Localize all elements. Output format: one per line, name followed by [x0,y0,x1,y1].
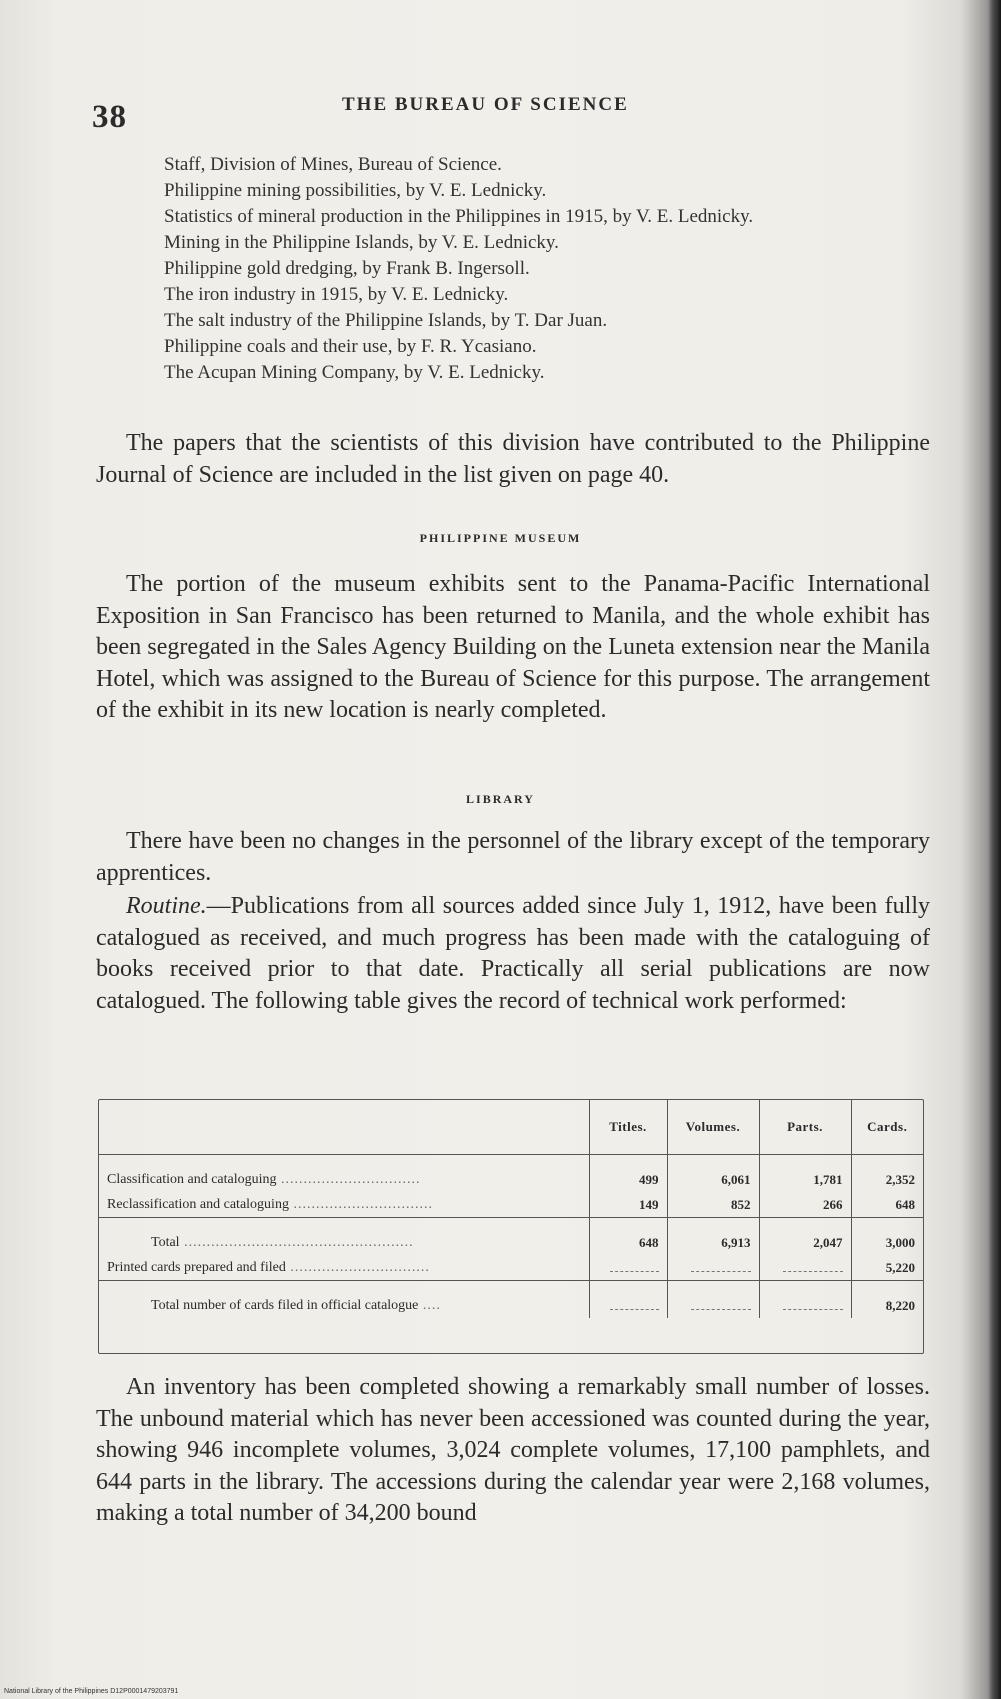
cell-parts [759,1255,851,1281]
cell-cards: 3,000 [851,1218,923,1256]
list-item: Staff, Division of Mines, Bureau of Science. [164,154,502,175]
table-header-volumes: Volumes. [667,1100,759,1155]
cell-volumes [667,1255,759,1281]
routine-label: Routine. [126,893,207,919]
library-heading: LIBRARY [466,792,535,806]
cell-cards: 8,220 [851,1281,923,1319]
cell-volumes: 852 [667,1192,759,1218]
cell-volumes: 6,913 [667,1218,759,1256]
technical-work-table [98,1099,924,1354]
running-head: THE BUREAU OF SCIENCE [342,94,629,115]
cell-volumes [667,1281,759,1319]
cell-cards: 5,220 [851,1255,923,1281]
table-row: Total ................................................... 648 6,913 2,047 3,000 [99,1218,923,1256]
museum-paragraph: The portion of the museum exhibits sent to the Panama-Pacific International Exposition in San Francisco has been returned to Manila, and the whole exhibit has been segregated in the Sales Agency Building on the Luneta extension near the Manila Hotel, which was assigned to the Bureau of Science for this purpose. The arrangement of the exhibit in its new location is nearly completed. [96,571,930,723]
row-label: Reclassification and cataloguing [107,1196,289,1212]
inventory-paragraph: An inventory has been completed showing a remarkably small number of losses. The unbound material which has never been accessioned was counted during the year, showing 946 incomplete volumes, 3,024 complete volumes, 17,100 pamphlets, and 644 parts in the library. The accessions during the calendar year were 2,168 volumes, making a total number of 34,200 bound [96,1374,930,1526]
page-edge-shadow [989,0,1001,1699]
list-item: Statistics of mineral production in the Philippines in 1915, by V. E. Lednicky. [164,206,754,227]
library-personnel-paragraph: There have been no changes in the personnel of the library except of the temporary apprentices. [96,828,930,886]
cell-volumes: 6,061 [667,1155,759,1193]
museum-heading: PHILIPPINE MUSEUM [419,531,582,545]
row-label: Classification and cataloguing [107,1171,277,1187]
list-item: Philippine mining possibilities, by V. E. Lednicky. [164,180,547,201]
table-row: Total number of cards filed in official catalogue .... 8,220 [99,1281,923,1319]
papers-paragraph: The papers that the scientists of this division have contributed to the Philippine Journal of Science are included in the list given on page 40. [96,430,930,488]
cell-parts [759,1281,851,1319]
scan-footer: National Library of the Philippines D12P0001479203791 [4,1688,179,1695]
cell-cards: 648 [851,1192,923,1218]
publication-list [164,152,934,386]
list-item: The salt industry of the Philippine Islands, by T. Dar Juan. [164,310,608,331]
cell-titles: 648 [589,1218,667,1256]
row-label: Total number of cards filed in official catalogue [151,1297,419,1313]
list-item: Philippine gold dredging, by Frank B. Ingersoll. [164,258,530,279]
table-row: Printed cards prepared and filed ............................... 5,220 [99,1255,923,1281]
table-row: Reclassification and cataloguing ............................... 149 852 266 648 [99,1192,923,1218]
list-item: The iron industry in 1915, by V. E. Lednicky. [164,284,509,305]
cell-titles [589,1281,667,1319]
cell-parts: 1,781 [759,1155,851,1193]
page-number: 38 [92,99,127,135]
table-header-stub [99,1100,589,1155]
table-header-titles: Titles. [589,1100,667,1155]
row-label: Printed cards prepared and filed [107,1259,286,1275]
cell-parts: 2,047 [759,1218,851,1256]
list-item: Mining in the Philippine Islands, by V. E. Lednicky. [164,232,559,253]
table-header-cards: Cards. [851,1100,923,1155]
cell-titles [589,1255,667,1281]
list-item: The Acupan Mining Company, by V. E. Lednicky. [164,362,545,383]
cell-cards: 2,352 [851,1155,923,1193]
cell-parts: 266 [759,1192,851,1218]
cell-titles: 499 [589,1155,667,1193]
library-routine-paragraph [96,891,930,1017]
cell-titles: 149 [589,1192,667,1218]
routine-text: —Publications from all sources added since July 1, 1912, have been fully catalogued as received, and much progress has been made with the cataloguing of books received prior to that date. Practically all serial publications are now catalogued. The following table gives the record of technical work performed: [96,893,930,1014]
row-label: Total [151,1234,180,1250]
table-header-parts: Parts. [759,1100,851,1155]
table-row: Classification and cataloguing ............................... 499 6,061 1,781 2,352 [99,1155,923,1193]
list-item: Philippine coals and their use, by F. R. Ycasiano. [164,336,537,357]
